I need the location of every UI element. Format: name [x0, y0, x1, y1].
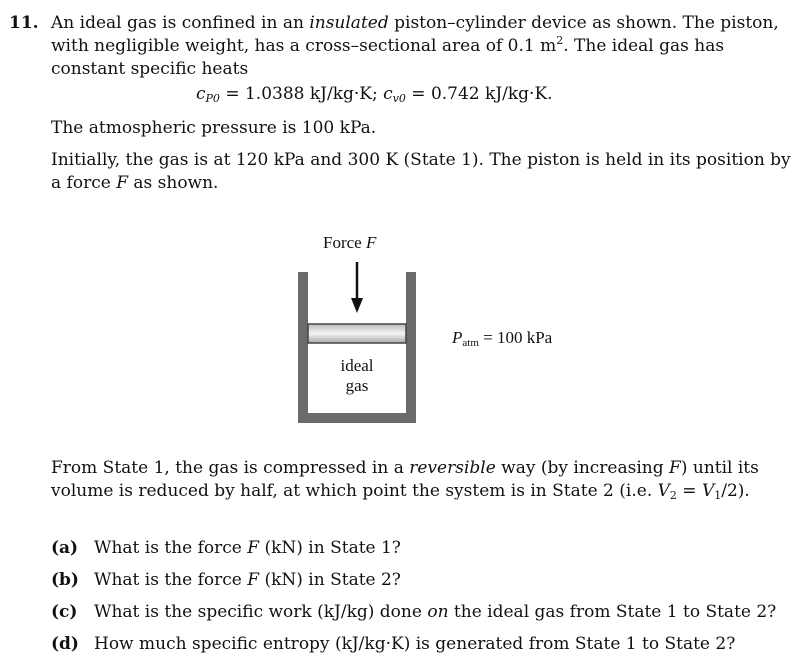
specific-heats-equation: $c_{P0} = 1.0388$ kJ/kg·K; $c_{v0} = 0.742$ kJ/kg·K. [196, 84, 553, 105]
atmospheric-pressure-label: $P_{atm} = 100$ kPa [452, 328, 553, 349]
cylinder-left-wall [298, 272, 308, 422]
cylinder-bottom [298, 413, 416, 423]
question-number: 11. [9, 13, 39, 33]
ideal-gas-label: ideal gas [340, 356, 374, 395]
piston [308, 324, 406, 343]
problem-intro: An ideal gas is confined in an insulated piston–cylinder device as shown. The piston, with negligible weight, has a cross–sectional area of 0.1 $m^2$. The ideal gas has constant specific heats [51, 13, 779, 79]
process-paragraph: From State 1, the gas is compressed in a reversible way (by increasing F) until its volume is reduced by half, at which point the system is in State 2 (i.e. $V_2 = V_1/2$). [51, 458, 759, 502]
sub-question-b: (b) What is the force F (kN) in State 2? [51, 570, 401, 590]
sub-question-c: (c) What is the specific work (kJ/kg) done on the ideal gas from State 1 to State 2? [51, 602, 777, 622]
sub-question-d: (d) How much specific entropy (kJ/kg·K) is generated from State 1 to State 2? [51, 634, 736, 654]
force-arrow-head [351, 298, 363, 313]
cylinder-right-wall [406, 272, 416, 422]
force-label: Force F [323, 233, 377, 252]
initial-state-paragraph: Initially, the gas is at 120 kPa and 300 K (State 1). The piston is held in its position by a force F as shown. [51, 150, 791, 193]
sub-question-a: (a) What is the force F (kN) in State 1? [51, 538, 401, 558]
atmospheric-pressure-sentence: The atmospheric pressure is 100 kPa. [51, 118, 377, 138]
